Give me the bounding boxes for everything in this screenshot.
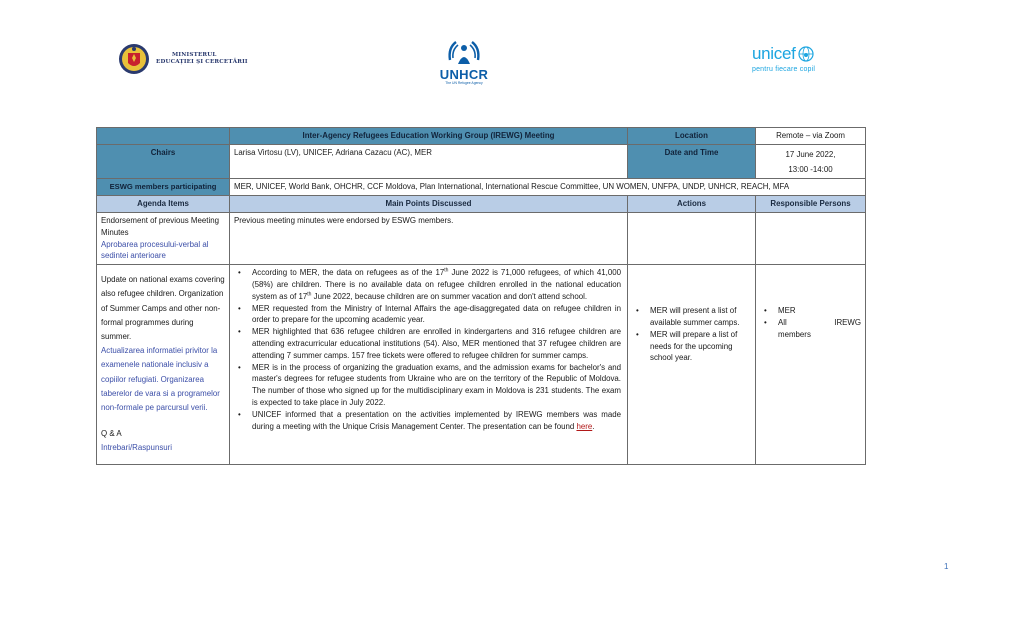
list-item: • MER is in the process of organizing the graduation exams, and the admission exams for bachelor's and master's degrees for refugee students from Ukraine who are on the territory of the Republic of Moldova. The number of those who signed up for the multidisciplinary exam in Moldova is 231 students. The exam is expected to take place in July 2022. bbox=[234, 362, 621, 409]
chairs-value: Larisa Virtosu (LV), UNICEF, Adriana Cazacu (AC), MER bbox=[230, 144, 628, 179]
actions-list bbox=[632, 305, 751, 364]
presentation-link[interactable]: here bbox=[576, 421, 593, 431]
responsible-list bbox=[760, 305, 861, 340]
table-row bbox=[97, 265, 866, 465]
unhcr-wordmark: UNHCR bbox=[439, 67, 489, 82]
unicef-wordmark: unicef bbox=[752, 44, 796, 63]
list-item: • All IREWG members bbox=[760, 317, 861, 341]
members-value: MER, UNICEF, World Bank, OHCHR, CCF Moldova, Plan International, International Rescue Committee, UN WOMEN, UNFPA, UNDP, UNHCR, REACH, MFA bbox=[230, 179, 866, 196]
title-row bbox=[97, 128, 866, 145]
points-discussed: Previous meeting minutes were endorsed by ESWG members. bbox=[230, 212, 628, 264]
col-responsible-header: Responsible Persons bbox=[756, 196, 866, 213]
chairs-label: Chairs bbox=[97, 144, 230, 179]
unicef-globe-icon bbox=[798, 46, 814, 62]
list-item: • MER will present a list of available summer camps. bbox=[632, 305, 751, 329]
members-label: ESWG members participating bbox=[97, 179, 230, 196]
time-value: 13:00 -14:00 bbox=[788, 164, 833, 174]
col-actions-header: Actions bbox=[628, 196, 756, 213]
datetime-value bbox=[756, 144, 866, 179]
list-item: • MER highlighted that 636 refugee children are enrolled in kindergartens and 316 refugee children are attending extracurricular educational institutions (54). Also, MER mentioned that 37 refugee children are attending 7 summer camps. 157 free tickets were offered to refugee children for summer camps. bbox=[234, 326, 621, 361]
list-item: • MER bbox=[760, 305, 861, 317]
agenda-text-en: Endorsement of previous Meeting Minutes bbox=[101, 215, 219, 237]
agenda-text-ro: Aprobarea procesului-verbal al sedintei anterioare bbox=[101, 239, 209, 261]
ministry-logo bbox=[118, 40, 248, 78]
date-value: 17 June 2022, bbox=[785, 149, 836, 159]
location-value: Remote – via Zoom bbox=[756, 128, 866, 145]
unhcr-subtitle: The UN Refugee Agency bbox=[445, 81, 483, 85]
unicef-tagline: pentru fiecare copil bbox=[752, 66, 816, 73]
col-agenda-header: Agenda Items bbox=[97, 196, 230, 213]
list-item: • According to MER, the data on refugees as of the 17th June 2022 is 71,000 refugees, of which 41,000 (58%) are children. There is no available data on refugee children enrolled in the national education system as of 17th June 2022, because children are on summer vacation and don't attend school. bbox=[234, 267, 621, 302]
list-item: • MER requested from the Ministry of Internal Affairs the age-disaggregated data on refugee children in order to prepare for the upcoming academic year. bbox=[234, 303, 621, 327]
points-discussed bbox=[230, 265, 628, 465]
blank-cell bbox=[97, 128, 230, 145]
responsible-cell bbox=[756, 265, 866, 465]
points-list bbox=[234, 267, 621, 432]
agenda-qa-en: Q & A bbox=[101, 429, 122, 439]
unhcr-logo bbox=[436, 38, 492, 92]
agenda-text-ro: Actualizarea informatiei privitor la examenele nationale inclusiv a copiilor refugiati. Organizarea taberelor de vara si a programelor non-formale pe parcursul verii. bbox=[101, 346, 220, 412]
ministry-name-line2: EDUCAȚIEI ȘI CERCETĂRII bbox=[156, 59, 248, 65]
list-item: • MER will prepare a list of needs for the upcoming school year. bbox=[632, 329, 751, 364]
list-item: • UNICEF informed that a presentation on the activities implemented by IREWG members was made during a meeting with the Unique Crisis Management Center. The presentation can be found here. bbox=[234, 409, 621, 433]
responsible-cell bbox=[756, 212, 866, 264]
agenda-item bbox=[97, 212, 230, 264]
moldova-crest-icon bbox=[118, 41, 150, 77]
meeting-minutes-table bbox=[96, 127, 866, 465]
location-label: Location bbox=[628, 128, 756, 145]
members-row bbox=[97, 179, 866, 196]
column-header-row bbox=[97, 196, 866, 213]
datetime-label: Date and Time bbox=[628, 144, 756, 179]
table-row bbox=[97, 212, 866, 264]
chairs-row bbox=[97, 144, 866, 179]
actions-cell bbox=[628, 265, 756, 465]
agenda-text-en: Update on national exams covering also refugee children. Organization of Summer Camps and other non-formal programmes during summer. bbox=[101, 275, 225, 341]
meeting-title: Inter-Agency Refugees Education Working Group (IREWG) Meeting bbox=[230, 128, 628, 145]
unhcr-emblem-icon bbox=[444, 38, 484, 68]
unicef-logo bbox=[752, 44, 832, 86]
page-number: 1 bbox=[944, 562, 949, 571]
actions-cell bbox=[628, 212, 756, 264]
col-points-header: Main Points Discussed bbox=[230, 196, 628, 213]
agenda-item bbox=[97, 265, 230, 465]
agenda-qa-ro: Intrebari/Raspunsuri bbox=[101, 443, 173, 453]
ministry-name-line1: MINISTERUL bbox=[172, 52, 217, 58]
